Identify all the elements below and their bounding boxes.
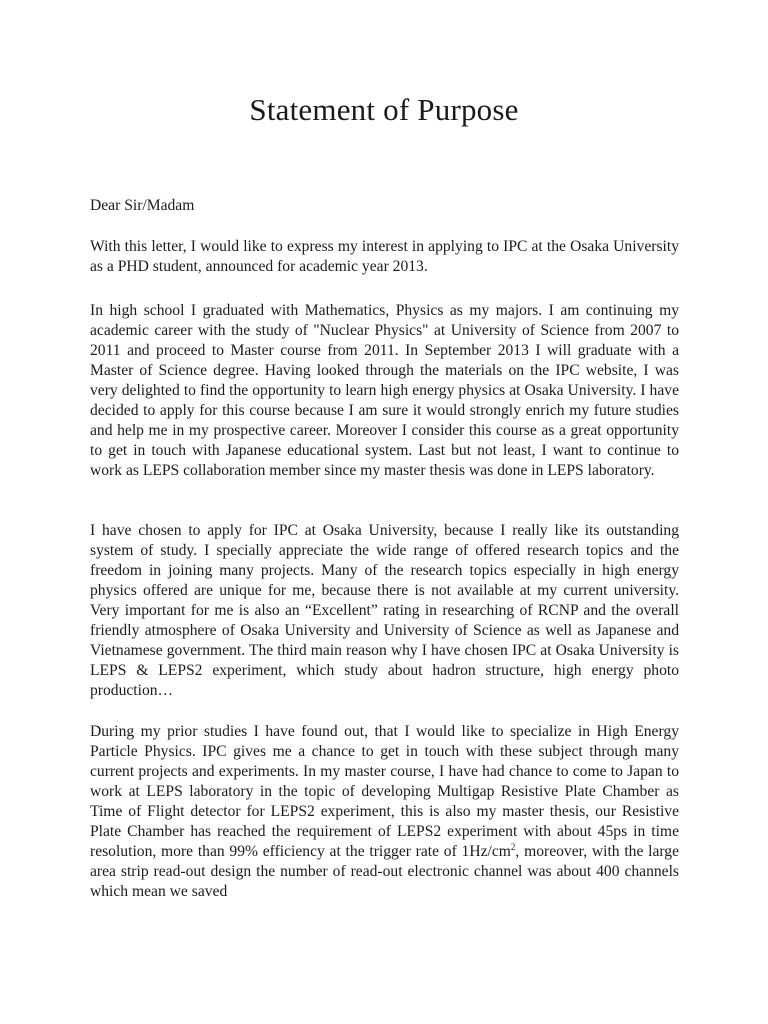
paragraph-4 bbox=[90, 722, 679, 902]
superscript-exponent: 2 bbox=[510, 841, 516, 852]
paragraph-2: In high school I graduated with Mathematics, Physics as my majors. I am continuing my academic career with the study of "Nuclear Physics" at University of Science from 2007 to 2011 and proceed to Master course from 2011. In September 2013 I will graduate with a Master of Science degree. Having looked through the materials on the IPC website, I was very delighted to find the opportunity to learn high energy physics at Osaka University. I have decided to apply for this course because I am sure it would strongly enrich my future studies and help me in my prospective career. Moreover I consider this course as a great opportunity to get in touch with Japanese educational system. Last but not least, I want to continue to work as LEPS collaboration member since my master thesis was done in LEPS laboratory. bbox=[90, 302, 679, 479]
document-title: Statement of Purpose bbox=[249, 92, 519, 127]
salutation: Dear Sir/Madam bbox=[90, 197, 195, 214]
paragraph-1: With this letter, I would like to express my interest in applying to IPC at the Osaka University as a PHD student, announced for academic year 2013. bbox=[90, 238, 679, 275]
paragraph-4-continuation: , moreover, with the large area strip read-out design the number of read-out electronic channel was about 400 channels which mean we saved bbox=[90, 843, 680, 900]
paragraph-4-text: During my prior studies I have found out, that I would like to specialize in High Energy Particle Physics. IPC gives me a chance to get in touch with these subject through many current projects and experiments. In my master course, I have had chance to come to Japan to work at LEPS laboratory in the topic of developing Multigap Resistive Plate Chamber as Time of Flight detector for LEPS2 experiment, this is also my master thesis, our Resistive Plate Chamber has reached the requirement of LEPS2 experiment with about 45ps in time resolution, more than 99% efficiency at the trigger rate of 1Hz/cm bbox=[90, 723, 679, 860]
paragraph-3: I have chosen to apply for IPC at Osaka University, because I really like its outstanding system of study. I specially appreciate the wide range of offered research topics and the freedom in joining many projects. Many of the research topics especially in high energy physics offered are unique for me, because there is not available at my current university. Very important for me is also an “Excellent” rating in researching of RCNP and the overall friendly atmosphere of Osaka University and University of Science as well as Japanese and Vietnamese government. The third main reason why I have chosen IPC at Osaka University is LEPS & LEPS2 experiment, which study about hadron structure, high energy photo production… bbox=[90, 522, 679, 699]
